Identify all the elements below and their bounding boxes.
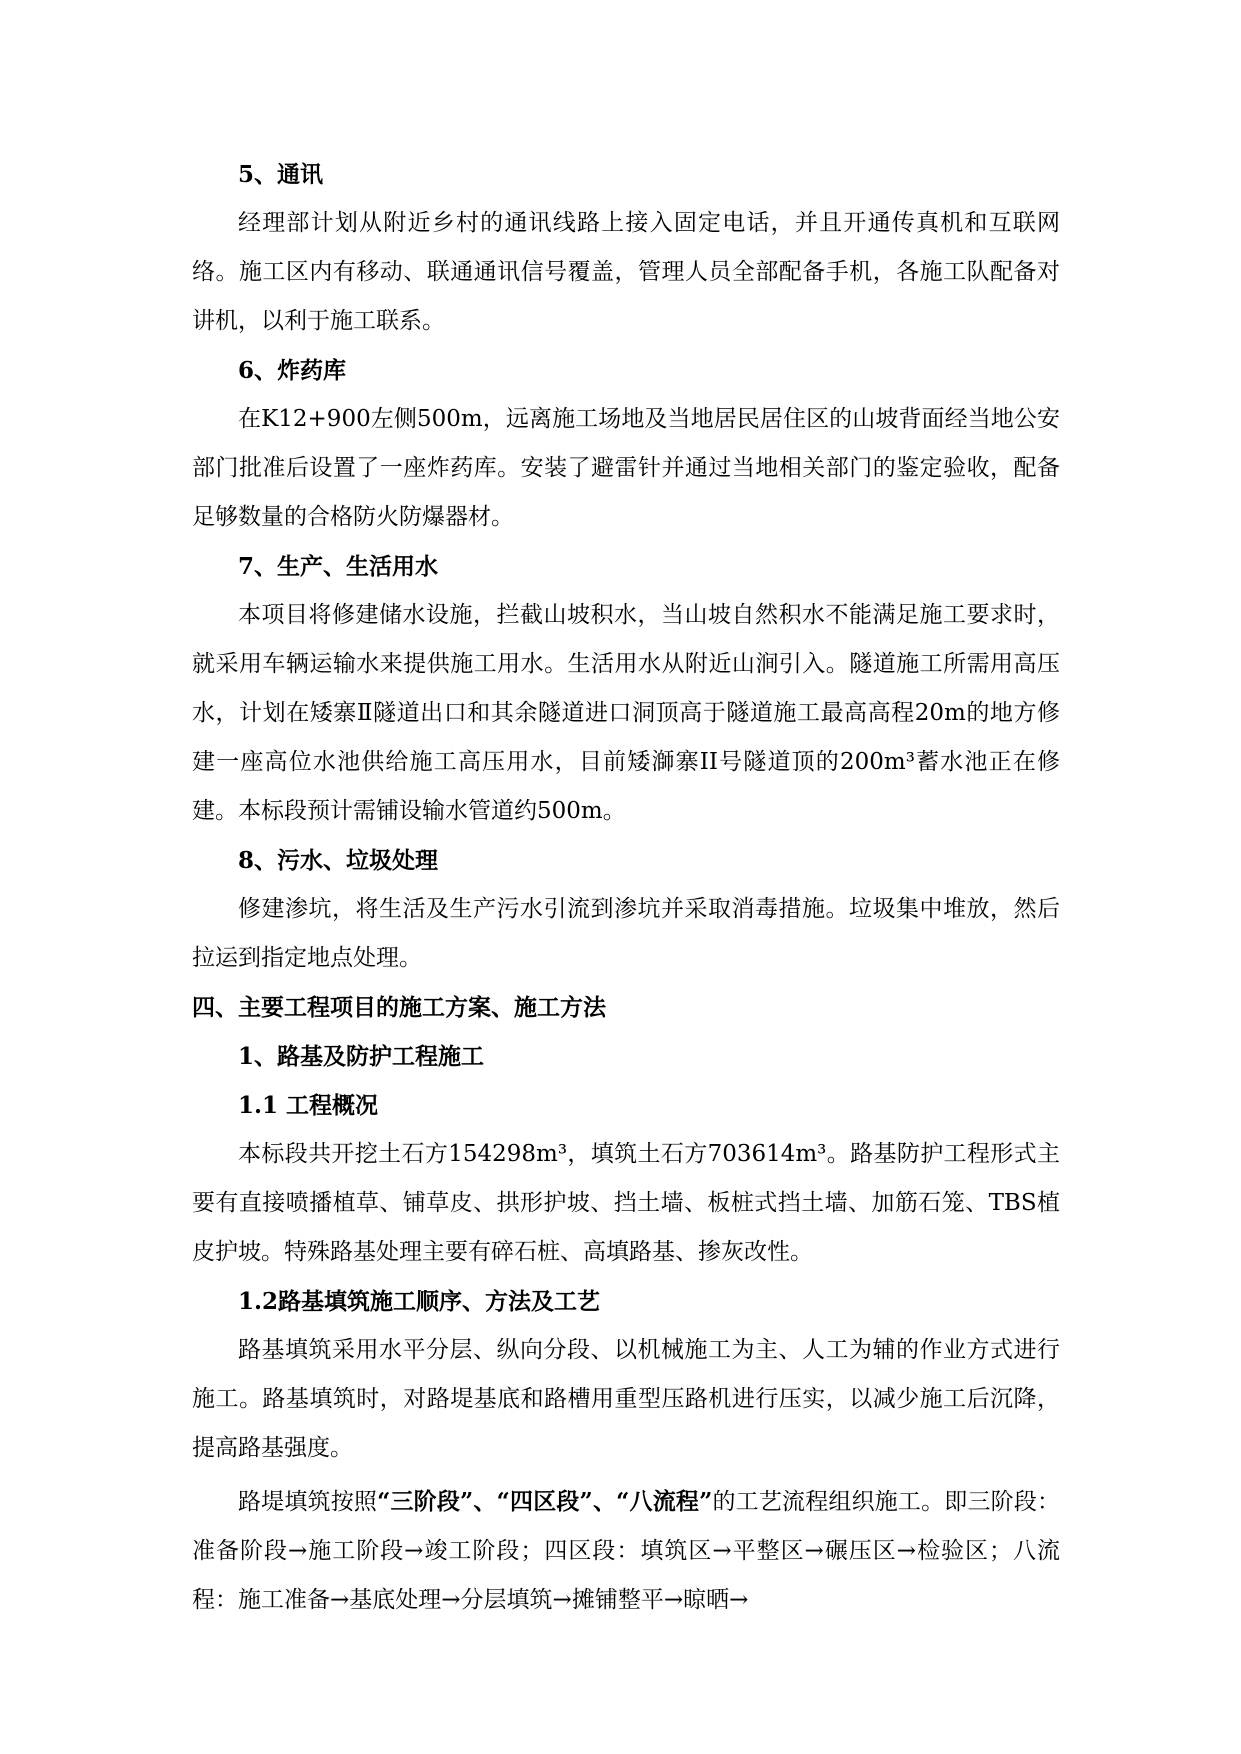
paragraph-communication: 经理部计划从附近乡村的通讯线路上接入固定电话，并且开通传真机和互联网络。施工区内有移动、联通通讯信号覆盖，管理人员全部配备手机，各施工队配备对讲机，以利于施工联系。 — [192, 210, 1060, 334]
workflow-text-bold-terms: “三阶段”、“四区段”、“八流程” — [377, 1488, 713, 1515]
paragraph-filling-method: 路基填筑采用水平分层、纵向分段、以机械施工为主、人工为辅的作业方式进行施工。路基填筑时，对路堤基底和路槽用重型压路机进行压实，以减少施工后沉降，提高路基强度。 — [192, 1337, 1060, 1461]
paragraph-overview: 本标段共开挖土石方154298m³，填筑土石方703614m³。路基防护工程形式主要有直接喷播植草、铺草皮、拱形护坡、挡土墙、板桩式挡土墙、加筋石笼、TBS植皮护坡。特殊路基处理主要有碎石桩、高填路基、掺灰改性。 — [192, 1141, 1060, 1265]
subsection-heading-overview: 1.1 工程概况 — [238, 1092, 379, 1119]
subsection-heading-filling-procedure: 1.2路基填筑施工顺序、方法及工艺 — [238, 1288, 601, 1315]
section-heading-explosives-depot: 6、炸药库 — [238, 357, 347, 384]
paragraph-waste-treatment: 修建渗坑，将生活及生产污水引流到渗坑并采取消毒措施。垃圾集中堆放，然后拉运到指定地点处理。 — [192, 896, 1060, 971]
subsection-heading-subgrade: 1、路基及防护工程施工 — [238, 1043, 485, 1070]
workflow-text-detail: 的工艺流程组织施工。即三阶段：准备阶段→施工阶段→竣工阶段；四区段：填筑区→平整区→碾压区→检验区；八流程：施工准备→基底处理→分层填筑→摊铺整平→晾晒→ — [192, 1489, 1061, 1613]
chapter-heading-construction-methods: 四、主要工程项目的施工方案、施工方法 — [192, 994, 606, 1021]
paragraph-explosives-depot: 在K12+900左侧500m，远离施工场地及当地居民居住区的山坡背面经当地公安部门批准后设置了一座炸药库。安装了避雷针并通过当地相关部门的鉴定验收，配备足够数量的合格防火防爆器材。 — [192, 406, 1060, 530]
paragraph-filling-workflow — [192, 1477, 1060, 1625]
section-heading-waste-treatment: 8、污水、垃圾处理 — [238, 847, 439, 874]
section-heading-communication: 5、通讯 — [238, 161, 324, 188]
document-body — [192, 150, 1060, 1625]
section-heading-water-supply: 7、生产、生活用水 — [238, 553, 439, 580]
paragraph-water-supply: 本项目将修建储水设施，拦截山坡积水，当山坡自然积水不能满足施工要求时，就采用车辆运输水来提供施工用水。生活用水从附近山涧引入。隧道施工所需用高压水，计划在矮寨Ⅱ隧道出口和其余隧道进口洞顶高于隧道施工最高高程20m的地方修建一座高位水池供给施工高压用水，目前矮溮寨II号隧道顶的200m³蓄水池正在修建。本标段预计需铺设输水管道约500m。 — [192, 602, 1060, 824]
workflow-text-lead: 路堤填筑按照 — [238, 1489, 378, 1515]
